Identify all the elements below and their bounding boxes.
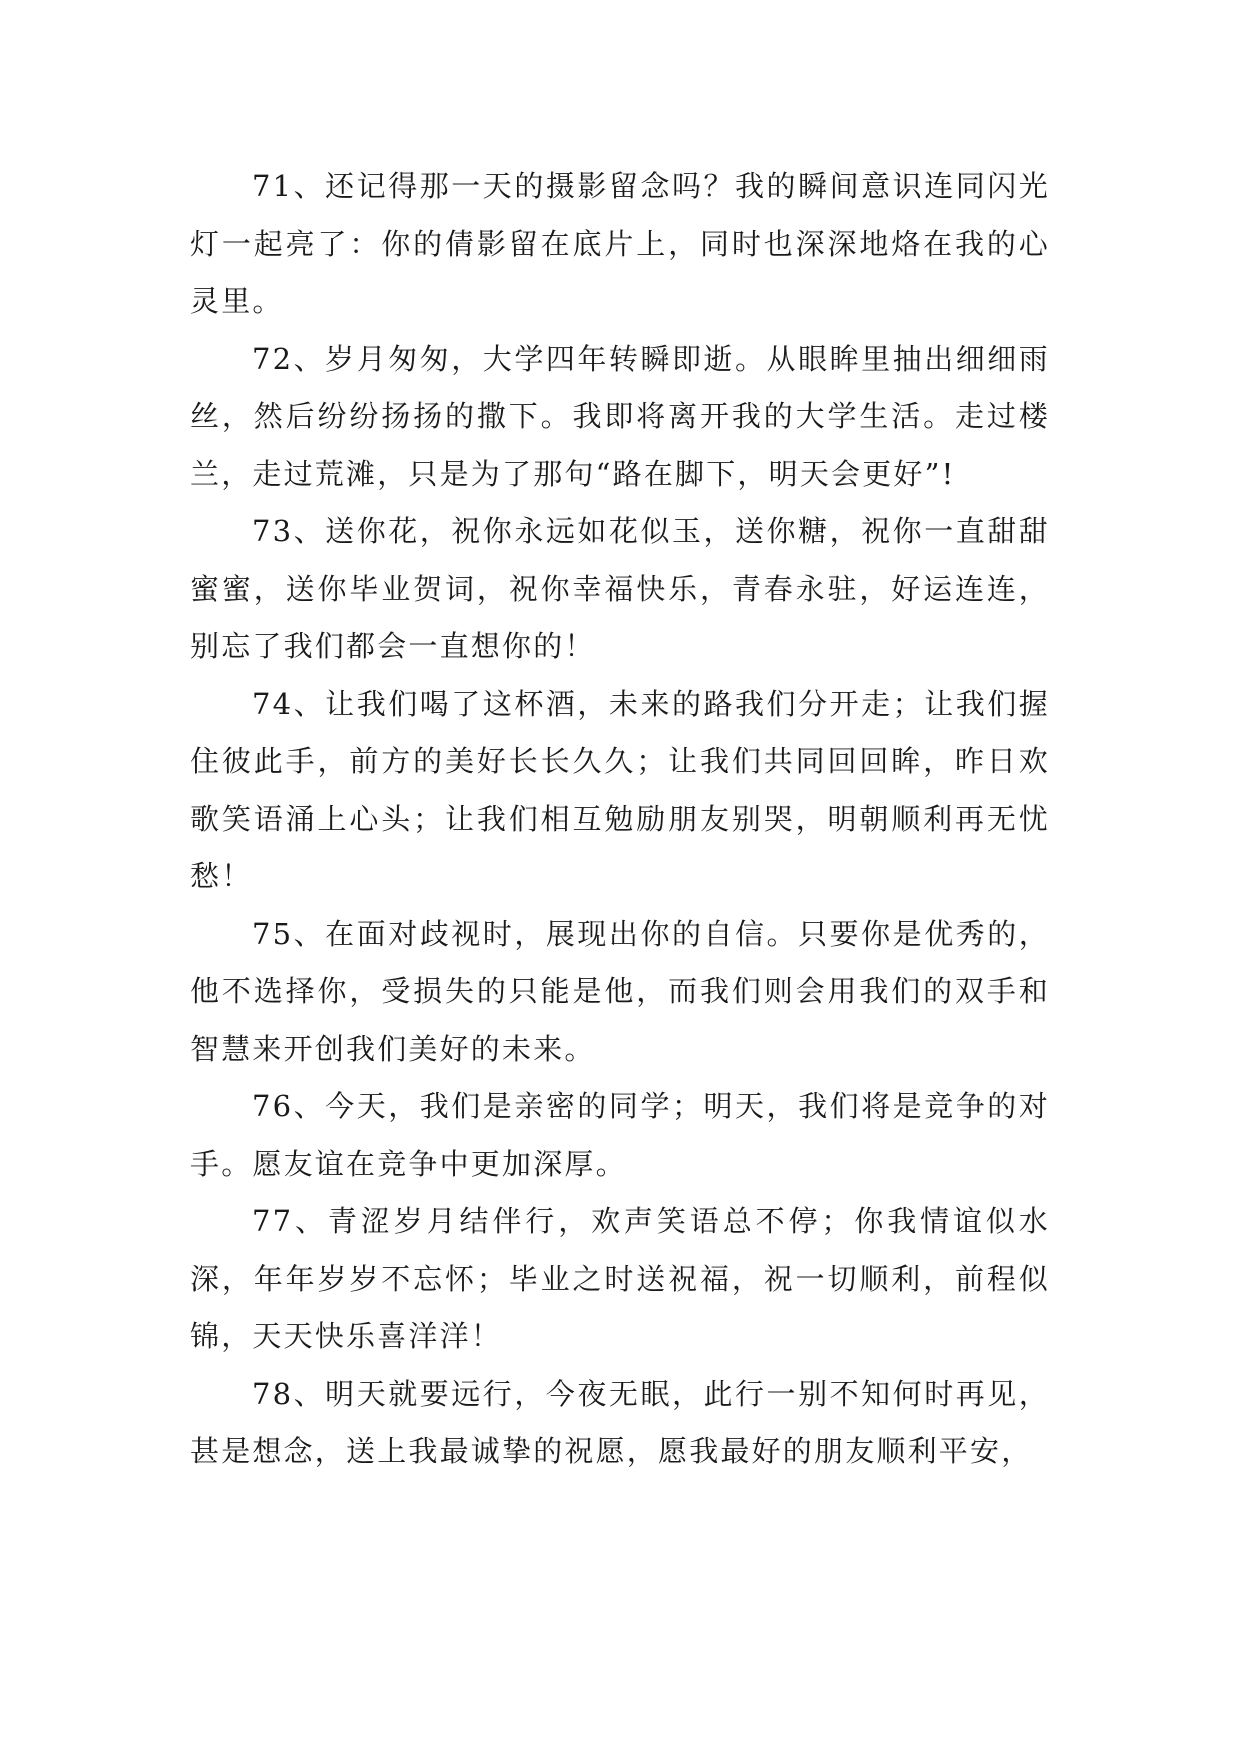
paragraph-74: 74、让我们喝了这杯酒，未来的路我们分开走；让我们握住彼此手，前方的美好长长久久；让我们共同回回眸，昨日欢歌笑语涌上心头；让我们相互勉励朋友别哭，明朝顺利再无忧愁！ [190,686,1050,893]
paragraph-75: 75、在面对歧视时，展现出你的自信。只要你是优秀的，他不选择你，受损失的只能是他，而我们则会用我们的双手和智慧来开创我们美好的未来。 [190,916,1050,1066]
document-body [190,158,1050,1481]
paragraph-71: 71、还记得那一天的摄影留念吗？我的瞬间意识连同闪光灯一起亮了：你的倩影留在底片上，同时也深深地烙在我的心灵里。 [190,169,1050,318]
paragraph-72: 72、岁月匆匆，大学四年转瞬即逝。从眼眸里抽出细细雨丝，然后纷纷扬扬的撒下。我即将离开我的大学生活。走过楼兰，走过荒滩，只是为了那句“路在脚下，明天会更好”! [190,341,1050,491]
paragraph-77: 77、青涩岁月结伴行，欢声笑语总不停；你我情谊似水深，年年岁岁不忘怀；毕业之时送祝福，祝一切顺利，前程似锦，天天快乐喜洋洋！ [190,1204,1050,1353]
paragraph-73: 73、送你花，祝你永远如花似玉，送你糖，祝你一直甜甜蜜蜜，送你毕业贺词，祝你幸福快乐，青春永驻，好运连连，别忘了我们都会一直想你的！ [190,514,1050,663]
paragraph-78: 78、明天就要远行，今夜无眠，此行一别不知何时再见，甚是想念，送上我最诚挚的祝愿，愿我最好的朋友顺利平安， [190,1376,1050,1468]
paragraph-76: 76、今天，我们是亲密的同学；明天，我们将是竞争的对手。愿友谊在竞争中更加深厚。 [190,1089,1050,1181]
